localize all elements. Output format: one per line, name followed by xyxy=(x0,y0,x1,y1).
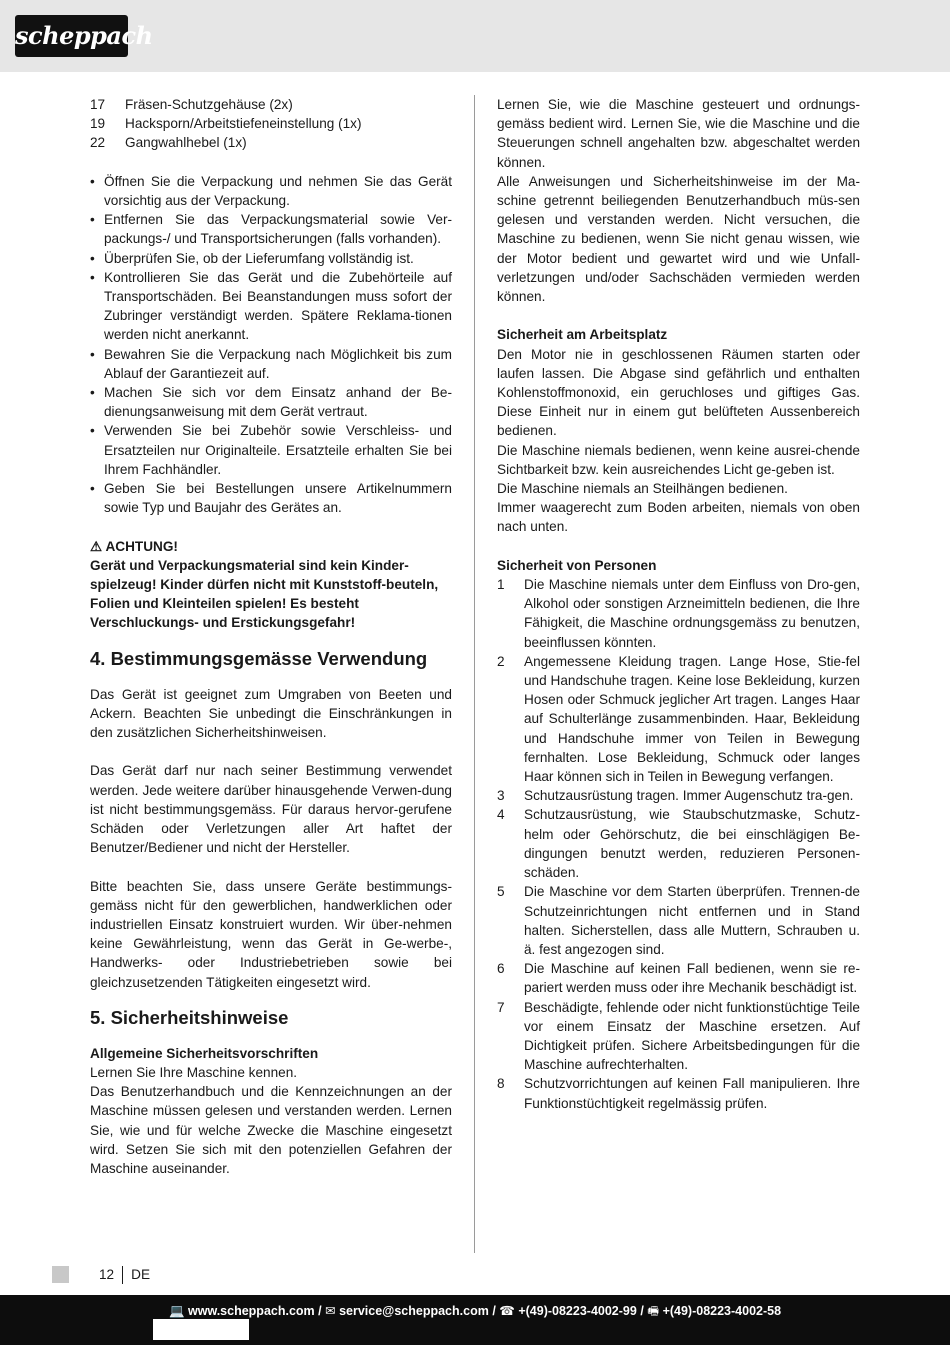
item-number: 3 xyxy=(497,788,505,804)
workplace-paragraph: Die Maschine niemals bedienen, wenn keine ausrei-chende Sichtbarkeit bzw. kein ausreichendes Licht ge-geben ist. xyxy=(497,442,860,477)
warning-text: Gerät und Verpackungsmaterial sind kein Kinder-spielzeug! Kinder dürfen nicht mit Kunststoff-beuteln, Folien und Kleinteilen spielen! Es besteht Verschluckungs- und Erstickungsgefahr! xyxy=(90,557,439,631)
section-4-paragraph: Bitte beachten Sie, dass unsere Geräte bestimmungs-gemäss nicht für den gewerblichen, handwerklichen oder industriellen Einsatz konstruiert wurden. Wir über-nehmen keine Gewährleistung, wenn das Gerät in Ge-werbe-, Handwerks- oder Industriebetrieben sowie bei gleichzusetzenden Tätigkeiten eingesetzt wird. xyxy=(90,878,452,990)
item-text: Schutzausrüstung tragen. Immer Augenschutz tra-gen. xyxy=(524,788,854,804)
unpacking-bullets xyxy=(90,172,452,518)
item-text: Hacksporn/Arbeitstiefeneinstellung (1x) xyxy=(125,116,362,132)
item-number: 7 xyxy=(497,999,505,1015)
section-5-title: 5. Sicherheitshinweise xyxy=(90,1006,289,1028)
item-text: Die Maschine niemals unter dem Einfluss von Dro-gen, Alkohol oder sonstigen Arzneimitteln bedienen, die Ihre Fähigkeit, die Maschine ordnungsgemäss zu benutzen, beeinflussen könnten. xyxy=(524,577,860,650)
bullet-item: • Kontrollieren Sie das Gerät und die Zubehörteile auf Transportschäden. Bei Beanstandungen muss sofort der Zubringer verständigt werden. Spätere Reklama-tionen werden nicht anerkannt. xyxy=(90,268,452,345)
bullet-item: • Verwenden Sie bei Zubehör sowie Verschleiss- und Ersatzteilen nur Originalteile. Ersatzteile erhalten Sie bei Ihrem Fachhändler. xyxy=(90,421,452,479)
column-divider xyxy=(474,95,475,1253)
page-footer xyxy=(52,1265,150,1284)
page-marker xyxy=(52,1266,69,1283)
item-text: Angemessene Kleidung tragen. Lange Hose, Stie-fel und Handschuhe tragen. Keine lose Bekleidung, kurzen Hosen oder Schmuck jeglicher Art tragen. Langes Haar auf Schulterlänge zusammenbinden. Haar, Bekleidung und Handschuhe immer von Teilen in Bewegung fernhalten. Lose Bekleidung, Schmuck oder langes Haar können sich in Teilen in Bewegung verfangen. xyxy=(524,653,860,785)
parts-list xyxy=(90,95,452,153)
list-item xyxy=(90,95,452,114)
intro-paragraph: Alle Anweisungen und Sicherheitshinweise im der Ma-schine getrennt beiliegenden Benutzerhandbuch müs-sen gelesen und verstanden werden. Nicht versuchen, die Maschine zu bedienen, wenn Sie nicht genau wissen, wie der Motor bedient und gewartet wird und wie Unfall-verletzungen und/oder Sachschäden vermieden werden können. xyxy=(497,173,860,305)
page-language: DE xyxy=(131,1267,151,1282)
workplace-safety-heading: Sicherheit am Arbeitsplatz xyxy=(497,327,668,343)
item-number: 2 xyxy=(497,653,505,669)
warning-title: ACHTUNG! xyxy=(105,538,178,554)
item-number: 17 xyxy=(90,97,106,112)
warning-heading xyxy=(90,537,452,556)
computer-icon: 💻 xyxy=(168,1304,185,1318)
bullet-item: • Entfernen Sie das Verpackungsmaterial sowie Ver-packungs-/ und Transportsicherungen (falls vorhanden). xyxy=(90,210,452,248)
item-number: 22 xyxy=(90,135,106,151)
list-item xyxy=(497,575,860,652)
item-number: 19 xyxy=(90,116,106,132)
bullet-item: • Geben Sie bei Bestellungen unsere Artikelnummern sowie Typ und Baujahr des Gerätes an. xyxy=(90,479,452,517)
bullet-item: • Überprüfen Sie, ob der Lieferumfang vollständig ist. xyxy=(90,249,452,268)
phone-icon: ☎ xyxy=(499,1304,515,1318)
workplace-paragraph: Die Maschine niemals an Steilhängen bedienen. xyxy=(497,481,788,497)
item-text: Schutzausrüstung, wie Staubschutzmaske, Schutz-helm oder Gehörschutz, die bei einschlägigen Be-dingungen benutzt werden, reduzieren Personen-schäden. xyxy=(524,807,860,881)
left-column xyxy=(90,95,452,1178)
page-separator xyxy=(122,1266,123,1284)
item-text: Fräsen-Schutzgehäuse (2x) xyxy=(125,97,293,112)
fax-number: +(49)-08223-4002-58 xyxy=(662,1304,782,1318)
fax-icon: 🖷 xyxy=(647,1304,660,1318)
item-number: 4 xyxy=(497,807,505,823)
header-band xyxy=(0,0,950,72)
list-item xyxy=(497,1074,860,1112)
list-item xyxy=(497,882,860,959)
workplace-paragraph: Immer waagerecht zum Boden arbeiten, niemals von oben nach unten. xyxy=(497,500,860,535)
general-safety-heading: Allgemeine Sicherheitsvorschriften xyxy=(90,1045,319,1061)
workplace-paragraph: Den Motor nie in geschlossenen Räumen starten oder laufen lassen. Die Abgase sind gefährlich und enthalten Kohlenstoffmonoxid, ein geruchloses und giftiges Gas. Diese Einheit nur in einem gut belüfteten Aussenbereich bedienen. xyxy=(497,346,860,439)
personal-safety-heading: Sicherheit von Personen xyxy=(497,557,657,573)
footer-white-box xyxy=(153,1319,249,1340)
website-link[interactable]: www.scheppach.com xyxy=(188,1304,315,1318)
item-text: Die Maschine vor dem Starten überprüfen. Trennen-de Schutzeinrichtungen nicht entfernen und in Stand halten. Sicherstellen, dass alle Muttern, Schrauben u. ä. fest angezogen sind. xyxy=(524,884,860,957)
bullet-item: • Öffnen Sie die Verpackung und nehmen Sie das Gerät vorsichtig aus der Verpackung. xyxy=(90,172,452,210)
personal-safety-list xyxy=(497,575,860,1113)
email-link[interactable]: service@scheppach.com xyxy=(339,1304,489,1318)
section-4-paragraph: Das Gerät ist geeignet zum Umgraben von Beeten und Ackern. Beachten Sie unbedingt die Einschränkungen in den zusätzlichen Sicherheitshinweisen. xyxy=(90,686,452,741)
phone-number: +(49)-08223-4002-99 xyxy=(518,1304,637,1318)
contact-line: 💻 www.scheppach.com / ✉ service@scheppach.com / ☎ +(49)-08223-4002-99 / 🖷 +(49)-08223-4002-58 xyxy=(168,1304,782,1318)
list-item xyxy=(497,998,860,1075)
list-item xyxy=(497,959,860,997)
page-number: 12 xyxy=(99,1267,115,1282)
list-item xyxy=(497,652,860,786)
item-text: Die Maschine auf keinen Fall bedienen, wenn sie re-pariert werden muss oder ihre Mechanik beschädigt ist. xyxy=(524,961,860,996)
list-item xyxy=(90,133,452,152)
bullet-item: • Bewahren Sie die Verpackung nach Möglichkeit bis zum Ablauf der Garantiezeit auf. xyxy=(90,345,452,383)
item-number: 5 xyxy=(497,884,505,900)
mail-icon: ✉ xyxy=(325,1304,336,1318)
general-safety-paragraph: Das Benutzerhandbuch und die Kennzeichnungen an der Maschine müssen gelesen und verstanden werden. Lernen Sie, wie und für welche Zwecke die Maschine eingesetzt wird. Setzen Sie sich mit den potenziellen Gefahren der Maschine auseinander. xyxy=(90,1084,452,1177)
right-column xyxy=(497,95,860,1113)
intro-paragraph: Lernen Sie, wie die Maschine gesteuert und ordnungs-gemäss bedient wird. Lernen Sie, wie die Maschine und die Steuerungen schnell angehalten bzw. abgeschaltet werden können. xyxy=(497,97,860,170)
general-safety-line: Lernen Sie Ihre Maschine kennen. xyxy=(90,1065,298,1081)
item-text: Schutzvorrichtungen auf keinen Fall manipulieren. Ihre Funktionstüchtigkeit regelmässig prüfen. xyxy=(524,1076,860,1111)
contact-footer xyxy=(0,1295,950,1345)
scheppach-logo: scheppach xyxy=(15,15,128,57)
item-number: 6 xyxy=(497,961,505,977)
item-number: 8 xyxy=(497,1076,505,1092)
warning-triangle-icon: ⚠ xyxy=(90,538,103,554)
section-4-paragraph: Das Gerät darf nur nach seiner Bestimmung verwendet werden. Jede weitere darüber hinausgehende Verwen-dung ist nicht bestimmungsgemäss. Für daraus hervor-gerufene Schäden oder Verletzungen aller Art haftet der Benutzer/Bediener und nicht der Hersteller. xyxy=(90,763,452,856)
bullet-item: • Machen Sie sich vor dem Einsatz anhand der Be-dienungsanweisung mit dem Gerät vertraut. xyxy=(90,383,452,421)
list-item xyxy=(497,786,860,805)
list-item xyxy=(497,805,860,882)
item-text: Gangwahlhebel (1x) xyxy=(125,135,247,151)
list-item xyxy=(90,114,452,133)
section-4-title: 4. Bestimmungsgemässe Verwendung xyxy=(90,647,428,669)
item-number: 1 xyxy=(497,577,505,593)
item-text: Beschädigte, fehlende oder nicht funktionstüchtige Teile vor einem Einsatz der Maschine ersetzen. Auf Dichtigkeit prüfen. Sichere Arbeitsbedingungen für die Maschine aufrechterhalten. xyxy=(524,999,860,1073)
